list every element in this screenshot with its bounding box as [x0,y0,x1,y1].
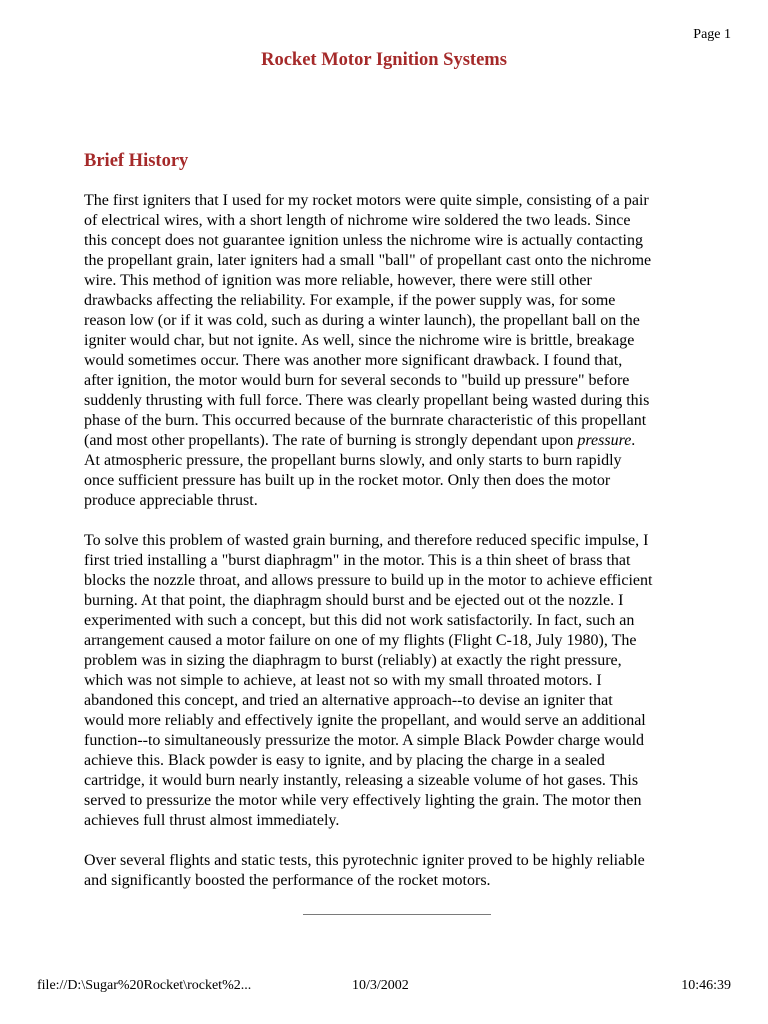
footer-file-path: file://D:\Sugar%20Rocket\rocket%2... [37,978,252,993]
page-title: Rocket Motor Ignition Systems [261,50,507,70]
horizontal-rule [303,914,491,915]
paragraph-1-text-end: . At atmospheric pressure, the propellant burns slowly, and only starts to burn rapidly once sufficient pressure has built up in the rocket motor. Only then does the motor produce appreciable thrust. [84,432,636,509]
paragraph-conclusion: Over several flights and static tests, this pyrotechnic igniter proved to be highly reliable and significantly boosted the performance of the rocket motors. [84,852,645,889]
emphasis-pressure: pressure [577,432,632,449]
footer-time: 10:46:39 [681,978,731,993]
footer-date: 10/3/2002 [352,978,409,993]
page-number: Page 1 [693,27,731,42]
section-heading-brief-history: Brief History [84,151,189,171]
paragraph-burst-diaphragm: To solve this problem of wasted grain burning, and therefore reduced specific impulse, I first tried installing a "burst diaphragm" in the motor. This is a thin sheet of brass that blocks the nozzle throat, and allows pressure to build up in the motor to achieve efficient burning. At that point, the diaphragm should burst and be ejected out ot the nozzle. I experimented with such a concept, but this did not work satisfactorily. In fact, such an arrangement caused a motor failure on one of my flights (Flight C-18, July 1980), The problem was in sizing the diaphragm to burst (reliably) at exactly the right pressure, which was not simple to achieve, at least not so with my small throated motors. I abandoned this concept, and tried an alternative approach--to devise an igniter that would more reliably and effectively ignite the propellant, and would serve an additional function--to simultaneously pressurize the motor. A simple Black Powder charge would achieve this. Black powder is easy to ignite, and by placing the charge in a sealed cartridge, it would burn nearly instantly, releasing a sizeable volume of hot gases. This served to pressurize the motor while very effectively lighting the grain. The motor then achieves full thrust almost immediately. [84,532,653,829]
paragraph-early-igniters [84,191,716,511]
paragraph-1-text-start: The first igniters that I used for my rocket motors were quite simple, consisting of a pair of electrical wires, with a short length of nichrome wire soldered the two leads. Since this concept does not guarantee ignition unless the nichrome wire is actually contacting the propellant grain, later igniters had a small "ball" of propellant cast onto the nichrome wire. This method of ignition was more reliable, however, there were still other drawbacks affecting the reliability. For example, if the power supply was, for some reason low (or if it was cold, such as during a winter launch), the propellant ball on the igniter would char, but not ignite. As well, since the nichrome wire is brittle, breakage would sometimes occur. There was another more significant drawback. I found that, after ignition, the motor would burn for several seconds to "build up pressure" before suddenly thrusting with full force. There was clearly propellant being wasted during this phase of the burn. This occurred because of the burnrate characteristic of this propellant (and most other propellants). The rate of burning is strongly dependant upon [84,192,652,449]
